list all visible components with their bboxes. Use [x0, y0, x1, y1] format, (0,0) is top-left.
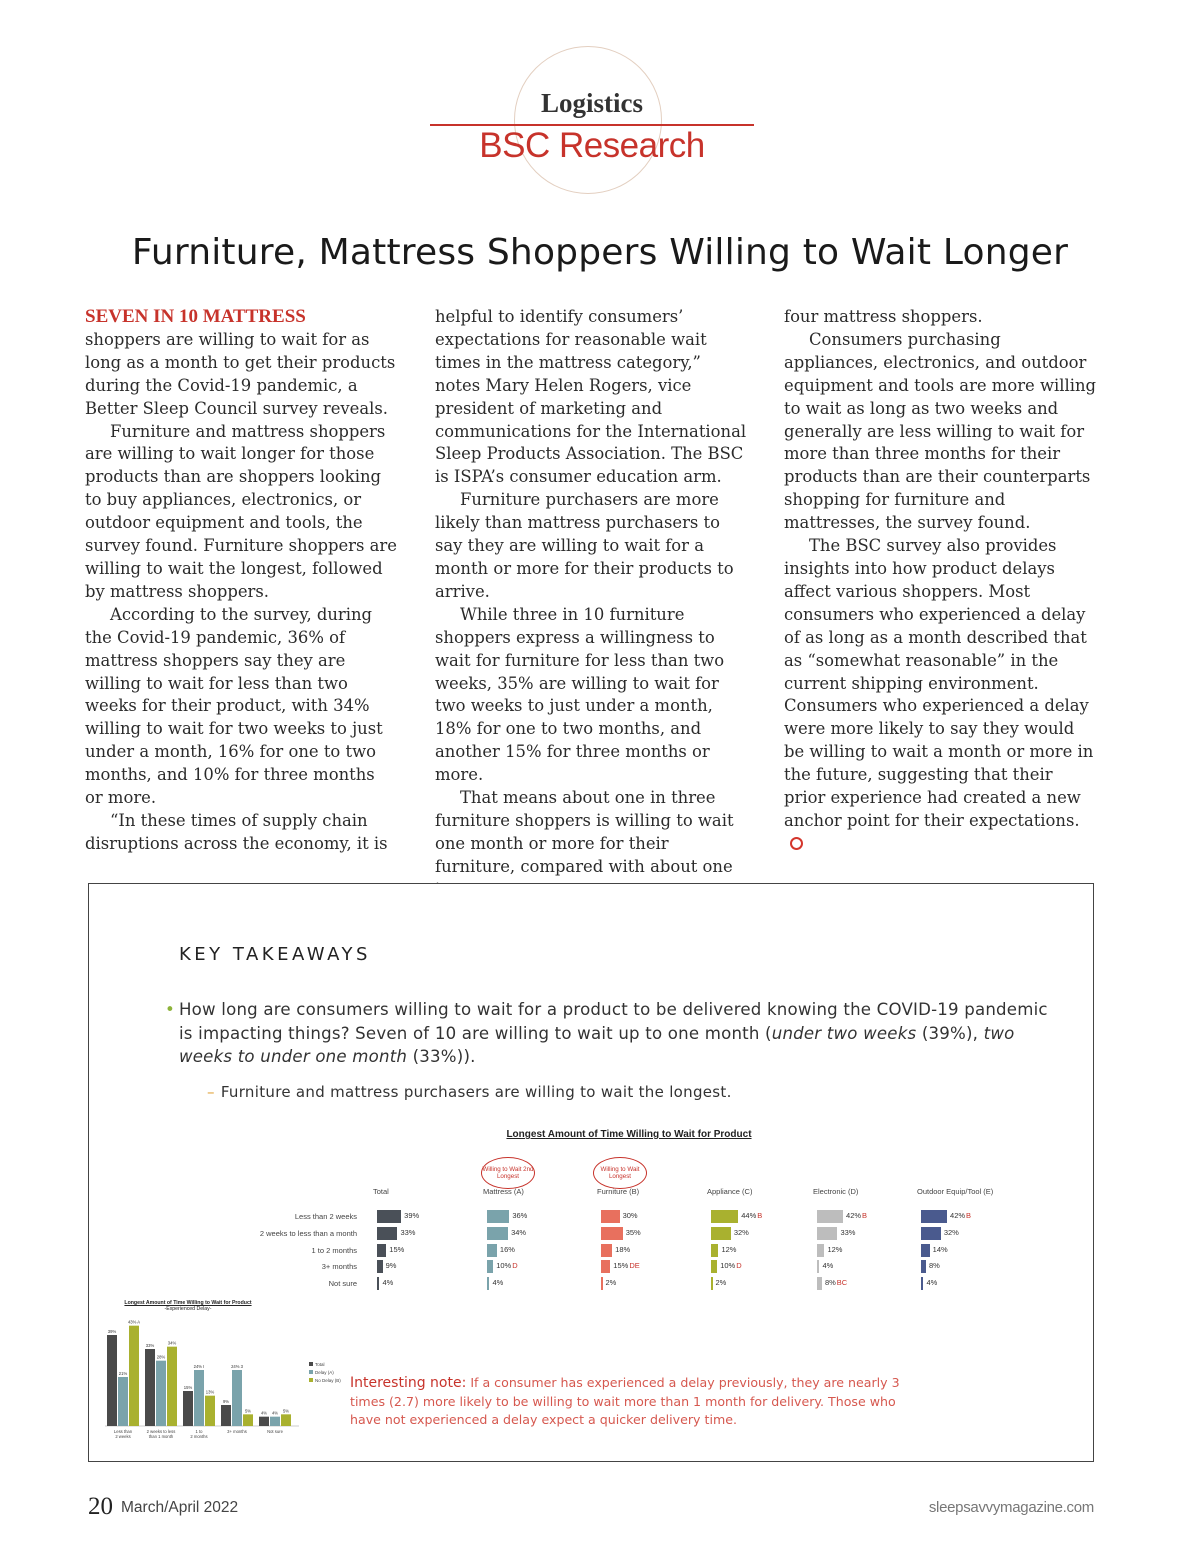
chart-bar: [921, 1210, 947, 1223]
bar-data-label: [944, 1228, 959, 1237]
chart-bar: [377, 1277, 379, 1290]
lead-in: SEVEN IN 10 MATTRESS: [85, 306, 306, 327]
mini-chart-bar: [183, 1391, 193, 1426]
chart-bar: [817, 1244, 824, 1257]
bar-value: 33%: [400, 1227, 416, 1237]
interesting-note: [350, 1374, 910, 1430]
bar-data-label: [626, 1228, 641, 1237]
series-name: Outdoor Equip/Tool (E): [917, 1187, 994, 1196]
bullet-icon: •: [165, 1000, 175, 1019]
bar-value: 35%: [625, 1227, 641, 1237]
paragraph: Furniture and mattress shoppers are willing to wait longer for those products than are shoppers looking to buy appliances, electronics, or outdoor equipment and tools, the survey found. Furniture shoppers are willing to wait the longest, followed by mattress shoppers.: [85, 421, 397, 601]
paragraph-text: shoppers are willing to wait for as long as a month to get their products during the Covid-19 pandemic, a Better Sleep Council survey reveals.: [85, 329, 396, 418]
takeaways-title: KEY TAKEAWAYS: [179, 944, 371, 965]
bar-data-label: [382, 1278, 393, 1287]
chart-bar: [921, 1260, 926, 1273]
bar-data-label: [825, 1278, 847, 1287]
end-mark-icon: [790, 837, 803, 850]
chart-bar: [487, 1210, 509, 1223]
chart-bar: [487, 1277, 489, 1290]
callout-furniture: Willing to Wait Longest: [593, 1157, 647, 1189]
bar-value: 30%: [622, 1211, 638, 1220]
mini-chart-subtitle: -Experienced Delay-: [164, 1306, 212, 1313]
mini-chart-bar: [167, 1347, 177, 1426]
mini-chart-bar: [243, 1414, 253, 1426]
chart-bar: [711, 1227, 731, 1240]
mini-category-label: 2 weeks to less: [146, 1429, 176, 1434]
bar-value: 42%: [950, 1211, 966, 1220]
bullet-text: (39%),: [916, 1023, 984, 1043]
bar-data-label: [492, 1278, 503, 1287]
mini-bar-value: 4%: [260, 1410, 268, 1416]
bar-value: 10%: [720, 1261, 736, 1271]
bar-value: 42%: [846, 1211, 862, 1220]
mini-chart-bar: [205, 1396, 215, 1426]
bar-data-label: [716, 1278, 727, 1287]
article-headline: Furniture, Mattress Shoppers Willing to Wait Longer: [131, 232, 1069, 273]
bar-value: 18%: [615, 1244, 631, 1254]
bar-value: 9%: [385, 1261, 397, 1271]
chart-bar: [711, 1244, 718, 1257]
bar-value: 12%: [827, 1244, 843, 1254]
mini-chart-bar: [221, 1405, 231, 1426]
chart-bar: [817, 1210, 843, 1223]
bar-data-label: [734, 1228, 749, 1237]
bullet-text: How long are consumers willing to wait for a product to be delivered knowing the COVID-19 pandemic is impacting things? Seven of 10 are willing to wait up to one month (: [179, 1000, 1048, 1043]
mini-chart-bar: [232, 1370, 242, 1426]
chart-bar: [377, 1227, 397, 1240]
mini-chart-bar: [259, 1417, 269, 1426]
bar-data-label: [950, 1211, 971, 1220]
mini-chart-bar: [118, 1377, 128, 1426]
category-label: 2 weeks to less than a month: [259, 1228, 357, 1238]
bar-data-label: [606, 1278, 617, 1287]
mini-bar-value: 5%: [282, 1408, 290, 1414]
category-label: 1 to 2 months: [311, 1245, 357, 1255]
bar-value: 39%: [404, 1211, 420, 1220]
bar-value: 32%: [733, 1227, 749, 1237]
mini-legend-item: [309, 1377, 341, 1385]
callout-mattress: Willing to Wait 2nd Longest: [481, 1157, 535, 1189]
legend-label: Delay (A): [315, 1370, 334, 1375]
legend-swatch: [309, 1378, 313, 1382]
key-takeaways-box: [88, 883, 1094, 1462]
significance-marker: B: [862, 1211, 868, 1220]
mini-category-label: 3+ months: [227, 1429, 247, 1434]
paragraph: That means about one in three furniture shoppers is willing to wait one month or more for their furniture, compared with about one: [435, 788, 734, 876]
chart-bar: [817, 1260, 819, 1273]
bar-data-label: [827, 1245, 842, 1254]
mini-chart-bar: [270, 1417, 280, 1426]
mini-chart-bar: [129, 1326, 139, 1426]
chart-bar: [711, 1260, 717, 1273]
bar-value: 2%: [605, 1278, 617, 1288]
significance-marker: DE: [629, 1261, 640, 1271]
bar-value: 34%: [511, 1227, 527, 1237]
header-circle-ornament: [514, 46, 662, 194]
article-column-1: [85, 306, 397, 856]
mini-chart-bar: [156, 1361, 166, 1426]
bar-data-label: [615, 1245, 630, 1254]
significance-marker: D: [736, 1261, 742, 1271]
bar-value: 8%: [928, 1261, 940, 1271]
sub-bullet-text: Furniture and mattress purchasers are willing to wait the longest.: [220, 1083, 732, 1101]
mini-bar-value: 15%: [183, 1385, 193, 1390]
paragraph: four mattress shoppers.: [784, 307, 983, 326]
article-column-2: [435, 306, 747, 902]
mini-category-label: Not sure: [267, 1429, 283, 1434]
bar-value: 12%: [721, 1244, 737, 1254]
bar-value: 44%: [741, 1211, 757, 1220]
chart-bar: [921, 1277, 923, 1290]
main-chart-title: Longest Amount of Time Willing to Wait for Product: [506, 1129, 752, 1140]
paragraph: According to the survey, during the Covid-19 pandemic, 36% of mattress shoppers say they are willing to wait for less than two weeks for their product, with 34% willing to wait for two weeks to just under a month, 16% for one to two months, and 10% for three months or more.: [85, 604, 383, 808]
bar-value: 8%: [824, 1278, 836, 1288]
mini-chart-bar: [145, 1349, 155, 1426]
bar-value: 4%: [382, 1278, 394, 1288]
chart-bar: [601, 1244, 612, 1257]
section-brand: BSC Research: [479, 126, 705, 165]
bar-data-label: [400, 1228, 415, 1237]
series-name: Electronic (D): [813, 1187, 859, 1196]
bar-value: 15%: [613, 1261, 629, 1271]
mini-bar-value: 33%: [145, 1343, 155, 1348]
mini-bar-value: 13%: [205, 1389, 215, 1395]
mini-category-label: Less than: [113, 1429, 133, 1434]
bar-data-label: [721, 1245, 736, 1254]
mini-chart-bar: [107, 1335, 117, 1426]
article-column-3: [784, 306, 1096, 856]
mini-bar-value: 28%: [156, 1354, 166, 1360]
mini-bar-value: 5%: [244, 1408, 252, 1414]
mini-chart-bar: [194, 1370, 204, 1426]
paragraph-text: The BSC survey also provides insights into how product delays affect various shoppers. Most consumers who experienced a delay of as long as a month described that as “somewhat reasonable” in the current shipping environment. Consumers who experienced a delay were more likely to say they would be willing to wait a month or more in the future, suggesting that their prior experience had created a new anchor point for their expectations.: [784, 536, 1094, 830]
bar-value: 4%: [822, 1261, 834, 1271]
legend-swatch: [309, 1362, 313, 1366]
bar-value: 36%: [512, 1211, 528, 1220]
bar-value: 32%: [943, 1227, 959, 1237]
issue-date: March/April 2022: [121, 1499, 239, 1516]
section-header: [0, 0, 1200, 210]
series-name: Mattress (A): [483, 1187, 524, 1196]
chart-bar: [711, 1210, 738, 1223]
bar-data-label: [404, 1211, 419, 1220]
legend-swatch: [309, 1370, 313, 1374]
bar-data-label: [386, 1261, 397, 1270]
bar-value: 2%: [715, 1278, 727, 1288]
significance-marker: B: [966, 1211, 972, 1220]
bar-data-label: [613, 1261, 639, 1270]
takeaway-bullet: [165, 998, 1059, 1069]
bar-data-label: [623, 1211, 638, 1220]
mini-bar-value: 39%: [107, 1329, 117, 1334]
bar-value: 14%: [932, 1244, 948, 1254]
chart-bar: [377, 1244, 386, 1257]
chart-bar: [487, 1227, 508, 1240]
chart-bar: [377, 1260, 383, 1273]
mini-chart: [103, 1296, 333, 1446]
mini-bar-value: 43% A: [127, 1319, 141, 1325]
bar-data-label: [929, 1261, 940, 1270]
mini-category-label: 2 weeks: [115, 1434, 131, 1439]
mini-chart-bar: [281, 1414, 291, 1426]
chart-bar: [487, 1260, 493, 1273]
bullet-emphasis: two weeks to under one month: [179, 1023, 1015, 1066]
series-name: Furniture (B): [597, 1187, 640, 1196]
mini-category-label: than 1 month: [148, 1434, 174, 1439]
chart-bar: [601, 1260, 610, 1273]
bar-data-label: [500, 1245, 515, 1254]
bar-data-label: [741, 1211, 762, 1220]
paragraph: [784, 535, 1096, 856]
chart-bar: [377, 1210, 401, 1223]
bar-data-label: [846, 1211, 867, 1220]
paragraph: Consumers purchasing appliances, electronics, and outdoor equipment and tools are more willing to wait as long as two weeks and generally are less willing to wait for more than three months for their products than are their counterparts shopping for furniture and mattresses, the survey found.: [784, 329, 1097, 533]
bar-value: 4%: [492, 1278, 504, 1288]
mini-bar-value: 4%: [271, 1410, 279, 1416]
chart-bar: [921, 1244, 930, 1257]
bar-data-label: [933, 1245, 948, 1254]
chart-bar: [817, 1277, 822, 1290]
mini-legend-item: [309, 1369, 341, 1377]
main-chart-category-labels: [229, 1209, 357, 1293]
mini-bar-value: 9%: [222, 1399, 230, 1404]
chart-bar: [921, 1227, 941, 1240]
page-number: 20: [88, 1493, 113, 1520]
chart-bar: [711, 1277, 713, 1290]
mini-category-label: 1 to: [195, 1429, 203, 1434]
bar-data-label: [496, 1261, 517, 1270]
bar-value: 10%: [496, 1261, 512, 1271]
paragraph: “In these times of supply chain disruptions across the economy, it is: [85, 810, 388, 853]
paragraph: helpful to identify consumers’ expectations for reasonable wait times in the mattress category,” notes Mary Helen Rogers, vice president of marketing and communications for the International Sleep Products Association. The BSC is ISPA’s consumer education arm.: [435, 307, 747, 487]
chart-bar: [601, 1277, 603, 1290]
bar-data-label: [926, 1278, 937, 1287]
significance-marker: BC: [836, 1278, 848, 1288]
mini-bar-value: 21%: [118, 1371, 128, 1376]
paragraph: While three in 10 furniture shoppers express a willingness to wait for furniture for less than two weeks, 35% are willing to wait for two weeks to just under a month, 18% for one to two months, and another 15% for three months or more.: [435, 604, 725, 785]
note-label: Interesting note:: [350, 1375, 467, 1391]
chart-bar: [817, 1227, 837, 1240]
bar-data-label: [512, 1211, 527, 1220]
mini-chart-title-text: Longest Amount of Time Willing to Wait for Product: [124, 1300, 252, 1306]
chart-bar: [601, 1210, 620, 1223]
category-label: 3+ months: [321, 1262, 357, 1272]
bar-value: 33%: [840, 1227, 856, 1237]
takeaway-sub-bullet: [207, 1083, 732, 1101]
series-name: Appliance (C): [707, 1187, 753, 1196]
bar-data-label: [840, 1228, 855, 1237]
mini-legend-item: [309, 1361, 341, 1369]
paragraph: Furniture purchasers are more likely than mattress purchasers to say they are willing to wait for a month or more for their products to arrive.: [435, 490, 734, 601]
legend-label: Total: [315, 1362, 325, 1367]
significance-marker: D: [512, 1261, 518, 1271]
bar-data-label: [822, 1261, 833, 1270]
chart-bar: [487, 1244, 497, 1257]
bar-data-label: [389, 1245, 404, 1254]
paragraph: [85, 306, 397, 421]
significance-marker: B: [757, 1211, 763, 1220]
chart-bar: [601, 1227, 623, 1240]
website: sleepsavvymagazine.com: [928, 1499, 1094, 1516]
category-label: Less than 2 weeks: [294, 1212, 357, 1221]
mini-bar-value: 24% I: [193, 1364, 205, 1369]
category-label: Not sure: [328, 1279, 357, 1289]
mini-chart-legend: [309, 1361, 341, 1385]
bar-value: 16%: [499, 1244, 515, 1254]
mini-bar-value: 34%: [167, 1340, 177, 1346]
legend-label: No Delay (B): [315, 1378, 341, 1383]
dash-icon: –: [207, 1083, 215, 1101]
bar-value: 4%: [926, 1278, 938, 1288]
note-text: If a consumer has experienced a delay previously, they are nearly 3 times (2.7) more likely to be willing to wait more than 1 month for delivery. Those who have not experienced a delay expect a quicker delivery time.: [350, 1375, 900, 1427]
bullet-emphasis: under two weeks: [771, 1023, 917, 1043]
mini-category-label: 2 months: [190, 1434, 208, 1439]
bar-data-label: [511, 1228, 526, 1237]
bar-data-label: [720, 1261, 741, 1270]
bar-value: 15%: [389, 1244, 405, 1254]
series-name: Total: [373, 1187, 389, 1196]
bullet-text: (33%)).: [407, 1047, 476, 1066]
mini-bar-value: 24% 3: [231, 1364, 243, 1369]
section-name: Logistics: [540, 88, 643, 118]
